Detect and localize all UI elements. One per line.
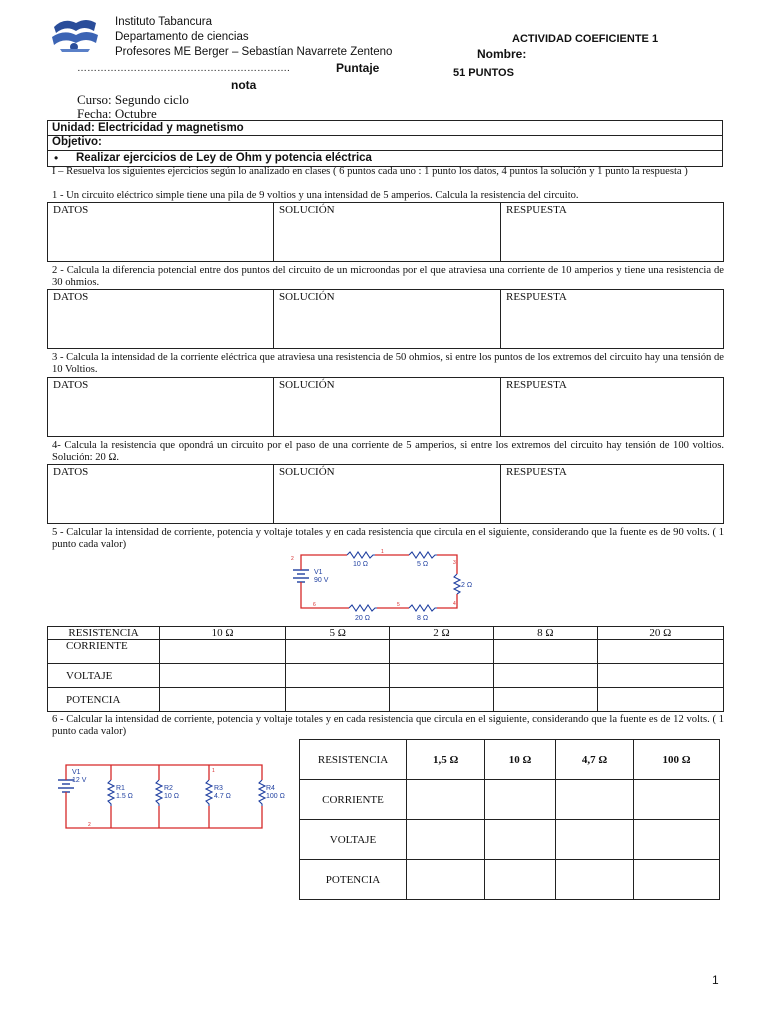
answer-cell[interactable] (390, 640, 494, 664)
source-name: V1 (314, 569, 323, 576)
answer-grid-3 (47, 377, 724, 437)
nota-label: nota (231, 78, 257, 92)
resistor-icon (454, 574, 460, 594)
objective-label: Objetivo: (52, 136, 102, 148)
header-cell: 4,7 Ω (555, 740, 633, 780)
answer-cell[interactable] (407, 860, 485, 900)
answer-cell[interactable] (160, 664, 286, 688)
row-label: VOLTAJE (48, 664, 160, 688)
header-cell: 10 Ω (160, 627, 286, 640)
puntaje-label: Puntaje (336, 61, 380, 75)
unit-box (47, 120, 723, 167)
answer-cell[interactable] (485, 820, 556, 860)
header-cell: 5 Ω (286, 627, 390, 640)
datos-cell[interactable]: DATOS (48, 203, 274, 262)
answer-cell[interactable] (160, 640, 286, 664)
date-line: Fecha: Octubre (77, 106, 157, 121)
resistor-value: 10 Ω (164, 793, 179, 800)
header-cell: RESISTENCIA (48, 627, 160, 640)
header-cell: 8 Ω (493, 627, 597, 640)
objective-text: Realizar ejercicios de Ley de Ohm y potencia eléctrica (76, 152, 372, 164)
resistor-value: 4.7 Ω (214, 793, 231, 800)
node-label: 6 (313, 602, 316, 608)
node-label: 4 (453, 601, 456, 607)
header-cell: RESISTENCIA (300, 740, 407, 780)
resistor-icon (206, 780, 212, 806)
solucion-cell[interactable]: SOLUCIÓN (274, 465, 501, 524)
department-name: Departamento de ciencias (115, 31, 249, 43)
solucion-cell[interactable]: SOLUCIÓN (274, 203, 501, 262)
activity-title: ACTIVIDAD COEFICIENTE 1 (512, 33, 659, 45)
page-number: 1 (712, 973, 719, 987)
node-label: 3 (453, 560, 456, 566)
node-label: 1 (381, 549, 384, 555)
row-label: CORRIENTE (48, 640, 160, 664)
row-label: CORRIENTE (300, 780, 407, 820)
resistor-icon (347, 552, 375, 558)
answer-cell[interactable] (407, 780, 485, 820)
question-2: 2 - Calcula la diferencia potencial entre dos puntos del circuito de un microondas por el que atraviesa una corriente de 10 amperios y tiene una resistencia de 30 ohmios. (52, 265, 724, 288)
school-logo (50, 15, 100, 53)
answer-cell[interactable] (160, 688, 286, 712)
resistor-label: 8 Ω (417, 615, 429, 622)
battery-icon (293, 564, 309, 586)
answer-grid-1 (47, 202, 724, 262)
question-5: 5 - Calcular la intensidad de corriente, potencia y voltaje totales y en cada resistencia que circula en el siguiente, considerando que la fuente es de 90 volts. ( 1 punto cada valor) (52, 527, 724, 550)
header-cell: 1,5 Ω (407, 740, 485, 780)
answer-cell[interactable] (286, 664, 390, 688)
header-cell: 100 Ω (634, 740, 720, 780)
row-label: POTENCIA (300, 860, 407, 900)
header-cell: 10 Ω (485, 740, 556, 780)
question-1: 1 - Un circuito eléctrico simple tiene una pila de 9 voltios y una intensidad de 5 amperios. Calcula la resistencia del circuito. (52, 190, 579, 201)
answer-cell[interactable] (485, 860, 556, 900)
answer-cell[interactable] (493, 640, 597, 664)
answer-cell[interactable] (597, 664, 723, 688)
objective-bullet: • (54, 151, 59, 165)
answer-cell[interactable] (390, 688, 494, 712)
series-circuit-diagram (287, 549, 473, 622)
node-label: 5 (397, 602, 400, 608)
header-cell: 20 Ω (597, 627, 723, 640)
answer-cell[interactable] (286, 688, 390, 712)
resistor-icon (409, 552, 437, 558)
respuesta-cell[interactable]: RESPUESTA (501, 378, 724, 437)
dotted-line: ………………………………………………………. (77, 63, 290, 74)
answer-cell[interactable] (493, 664, 597, 688)
resistor-icon (108, 780, 114, 806)
answer-cell[interactable] (634, 780, 720, 820)
resistor-name: R2 (164, 785, 173, 792)
datos-cell[interactable]: DATOS (48, 465, 274, 524)
resistor-value: 1.5 Ω (116, 793, 133, 800)
node-label: 2 (291, 556, 294, 562)
resistor-label: 20 Ω (355, 615, 370, 622)
solucion-cell[interactable]: SOLUCIÓN (274, 378, 501, 437)
answer-cell[interactable] (407, 820, 485, 860)
answer-cell[interactable] (634, 860, 720, 900)
resistor-name: R4 (266, 785, 275, 792)
respuesta-cell[interactable]: RESPUESTA (501, 203, 724, 262)
node-label: 2 (88, 822, 91, 828)
resistor-value: 100 Ω (266, 793, 285, 800)
answer-cell[interactable] (555, 820, 633, 860)
node-label: 1 (212, 768, 215, 774)
resistor-icon (349, 605, 377, 611)
answer-cell[interactable] (634, 820, 720, 860)
q6-results-table (299, 739, 720, 900)
row-label: POTENCIA (48, 688, 160, 712)
header-cell: 2 Ω (390, 627, 494, 640)
answer-cell[interactable] (597, 688, 723, 712)
question-6: 6 - Calcular la intensidad de corriente, potencia y voltaje totales y en cada resistencia que circula en el siguiente, considerando que la fuente es de 12 volts. ( 1 punto cada valor) (52, 714, 724, 737)
resistor-icon (259, 780, 265, 806)
unit-label: Unidad: Electricidad y magnetismo (52, 122, 244, 134)
answer-grid-4 (47, 464, 724, 524)
answer-cell[interactable] (286, 640, 390, 664)
question-3: 3 - Calcula la intensidad de la corriente eléctrica que atraviesa una resistencia de 50 ohmios, si entre los puntos de los extremos del circuito hay una tensión de 10 Voltios. (52, 352, 724, 375)
resistor-label: 10 Ω (353, 561, 368, 568)
answer-cell[interactable] (493, 688, 597, 712)
answer-cell[interactable] (390, 664, 494, 688)
resistor-label: 2 Ω (461, 582, 473, 589)
respuesta-cell[interactable]: RESPUESTA (501, 290, 724, 349)
source-value: 12 V (72, 777, 87, 784)
answer-cell[interactable] (597, 640, 723, 664)
solucion-cell[interactable]: SOLUCIÓN (274, 290, 501, 349)
datos-cell[interactable]: DATOS (48, 290, 274, 349)
resistor-label: 5 Ω (417, 561, 429, 568)
answer-cell[interactable] (555, 780, 633, 820)
respuesta-cell[interactable]: RESPUESTA (501, 465, 724, 524)
answer-cell[interactable] (555, 860, 633, 900)
datos-cell[interactable]: DATOS (48, 378, 274, 437)
teachers-line: Profesores ME Berger – Sebastían Navarrete Zenteno (115, 46, 393, 58)
resistor-name: R3 (214, 785, 223, 792)
course-line: Curso: Segundo ciclo (77, 92, 189, 107)
q5-results-table (47, 626, 724, 712)
answer-cell[interactable] (485, 780, 556, 820)
resistor-icon (156, 780, 162, 806)
source-value: 90 V (314, 577, 329, 584)
parallel-circuit-diagram (52, 758, 285, 833)
institute-name: Instituto Tabancura (115, 16, 212, 28)
answer-grid-2 (47, 289, 724, 349)
points-total: 51 PUNTOS (453, 67, 514, 79)
name-label: Nombre: (477, 47, 527, 61)
row-label: VOLTAJE (300, 820, 407, 860)
question-4: 4- Calcula la resistencia que opondrá un circuito por el paso de una corriente de 5 amperios, si entre los extremos del circuito hay tensión de 100 voltios. Solución: 20 Ω. (52, 440, 724, 463)
source-name: V1 (72, 769, 81, 776)
instructions: I – Resuelva los siguientes ejercicios según lo analizado en clases ( 6 puntos cada uno : 1 punto los datos, 4 puntos la solución y 1 punto la respuesta ) (52, 166, 688, 177)
resistor-name: R1 (116, 785, 125, 792)
resistor-icon (409, 605, 437, 611)
